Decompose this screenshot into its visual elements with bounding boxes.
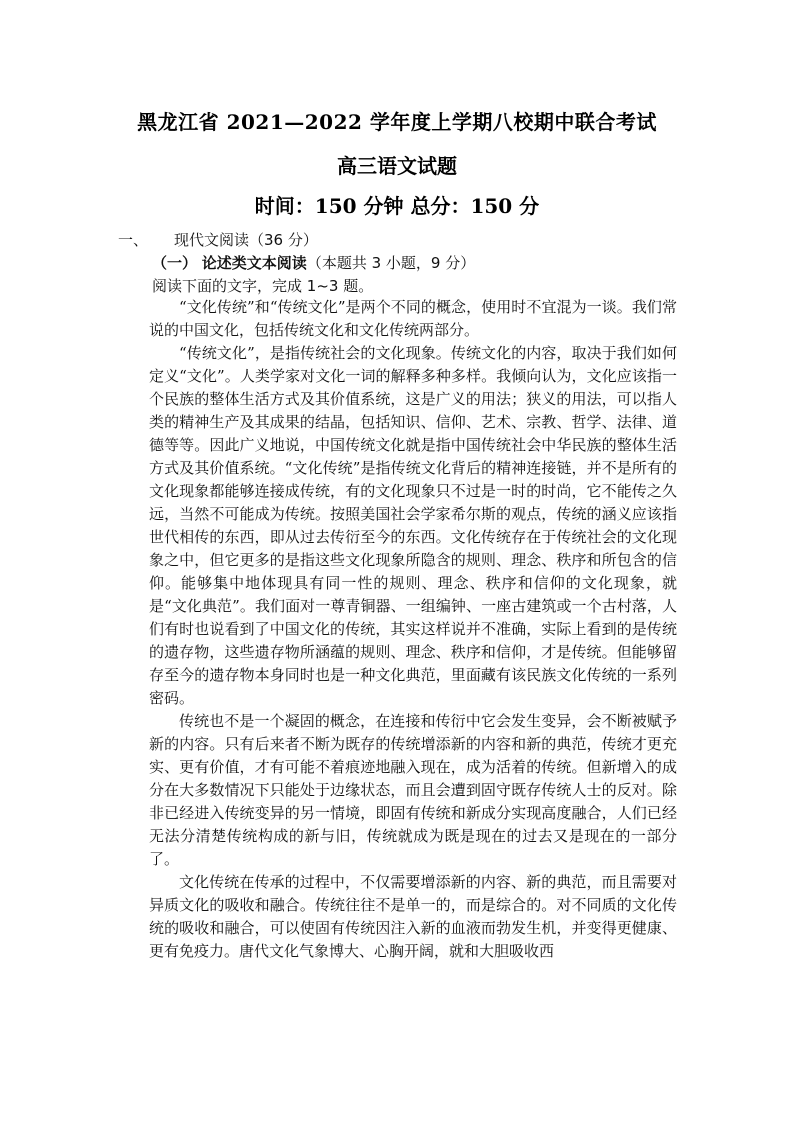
subsection-label: （一）	[152, 254, 198, 272]
time-score-line: 时间：150 分钟 总分：150 分	[254, 194, 540, 218]
section-title: 现代文阅读（36 分）	[174, 231, 318, 249]
passage-paragraph: “文化传统”和“传统文化”是两个不同的概念，使用时不宜混为一谈。我们常说的中国文化，包括传统文化和文化传统两部分。	[149, 298, 677, 339]
passage-paragraph: 文化传统在传承的过程中，不仅需要增添新的内容、新的典范，而且需要对异质文化的吸收和融合。传统往往不是单一的，而是综合的。对不同质的文化传统的吸收和融合，可以使固有传统因注入新的血液而勃发生机，并变得更健康、更有免疫力。唐代文化气象博大、心胸开阔，就和大胆吸收西	[149, 873, 677, 960]
reading-passage	[149, 296, 677, 963]
passage-paragraph: “传统文化”，是指传统社会的文化现象。传统文化的内容，取决于我们如何定义“文化”。人类学家对文化一词的解释多种多样。我倾向认为，文化应该指一个民族的整体生活方式及其价值系统，这是广义的用法；狭义的用法，可以指人类的精神生产及其成果的结晶，包括知识、信仰、艺术、宗教、哲学、法律、道德等等。因此广义地说，中国传统文化就是指中国传统社会中华民族的整体生活方式及其价值系统。“文化传统”是指传统文化背后的精神连接链，并不是所有的文化现象都能够连接成传统，有的文化现象只不过是一时的时尚，它不能传之久远，当然不可能成为传统。按照美国社会学家希尔斯的观点，传统的涵义应该指世代相传的东西，即从过去传衍至今的东西。文化传统存在于传统社会的文化现象之中，但它更多的是指这些文化现象所隐含的规则、理念、秩序和所包含的信仰。能够集中地体现具有同一性的规则、理念、秩序和信仰的文化现象，就是“文化典范”。我们面对一尊青铜器、一组编钟、一座古建筑或一个古村落，人们有时也说看到了中国文化的传统，其实这样说并不准确，实际上看到的是传统的遗存物，这些遗存物所涵蕴的规则、理念、秩序和信仰，才是传统。但能够留存至今的遗存物本身同时也是一种文化典范，里面藏有该民族文化传统的一系列密码。	[149, 344, 677, 707]
section-number: 一、	[118, 231, 149, 249]
reading-instruction: 阅读下面的文字，完成 1~3 题。	[152, 277, 374, 295]
subsection-note: （本题共 3 小题，9 分）	[306, 254, 476, 272]
subsection-title: 论述类文本阅读	[201, 254, 307, 272]
subject-title: 高三语文试题	[337, 154, 457, 178]
section-heading	[118, 229, 318, 250]
passage-paragraph: 传统也不是一个凝固的概念，在连接和传衍中它会发生变异，会不断被赋予新的内容。只有后来者不断为既存的传统增添新的内容和新的典范，传统才更充实、更有价值，才有可能不着痕迹地融入现在，成为活着的传统。但新增入的成分在大多数情况下只能处于边缘状态，而且会遭到固守既存传统人士的反对。除非已经进入传统变异的另一情境，即固有传统和新成分实现高度融合，人们已经无法分清楚传统构成的新与旧，传统就成为既是现在的过去又是现在的一部分了。	[149, 712, 677, 868]
subsection-heading	[152, 252, 475, 273]
exam-title: 黑龙江省 2021—2022 学年度上学期八校期中联合考试	[137, 110, 657, 134]
